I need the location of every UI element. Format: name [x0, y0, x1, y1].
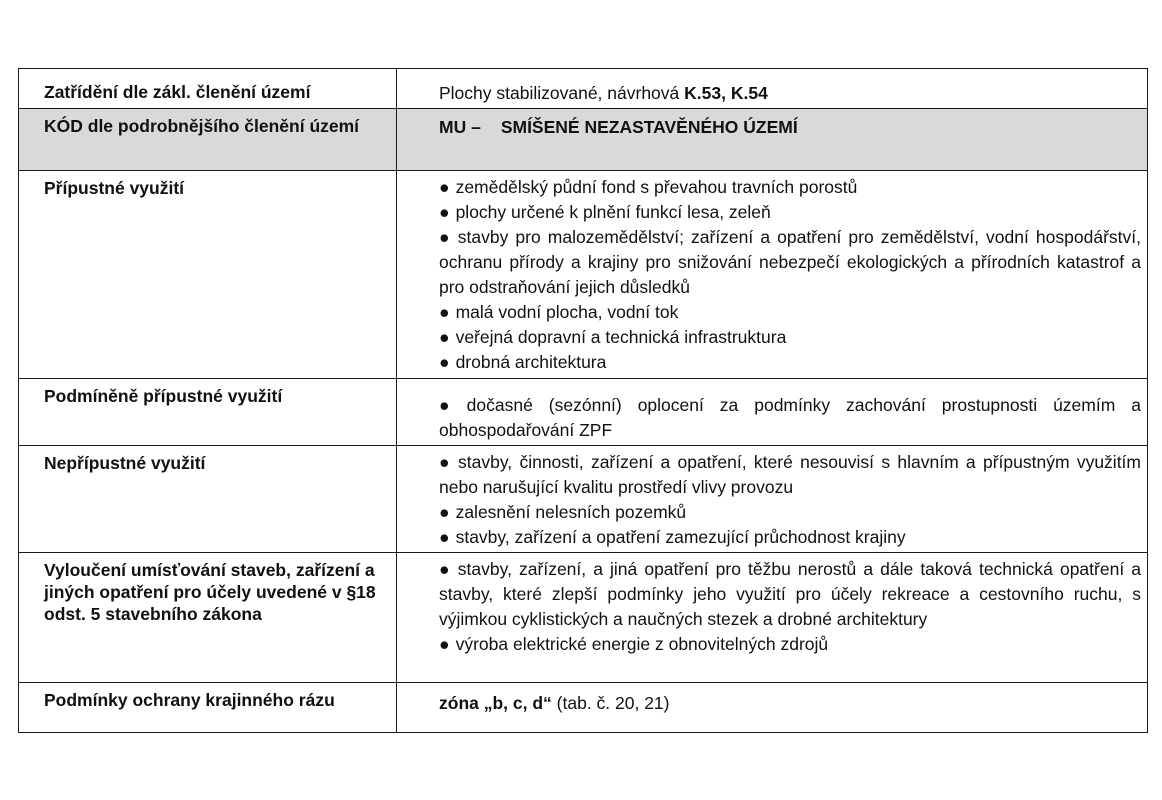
row-label: Zatřídění dle zákl. členění území: [19, 69, 397, 109]
zone-code: MU –: [439, 117, 481, 137]
row-value: [397, 683, 1148, 733]
list-item: [439, 450, 1141, 500]
value-text: Plochy stabilizované, návrhová: [439, 83, 685, 103]
row-value: [397, 109, 1148, 171]
bullet-dot-icon: ●: [439, 559, 452, 579]
list-item: [439, 225, 1141, 300]
list-item-text: malá vodní plocha, vodní tok: [455, 302, 679, 322]
zone-title: SMÍŠENÉ NEZASTAVĚNÉHO ÚZEMÍ: [500, 117, 798, 137]
bullet-dot-icon: ●: [439, 527, 450, 547]
table-row: [19, 171, 1148, 379]
list-item-text: drobná architektura: [455, 352, 607, 372]
bullet-dot-icon: ●: [439, 502, 450, 522]
value-text: (tab. č. 20, 21): [551, 693, 670, 713]
list-item: [439, 525, 1141, 550]
table-row: [19, 379, 1148, 446]
bullet-dot-icon: ●: [439, 177, 450, 197]
row-value: [397, 171, 1148, 379]
list-item-text: výroba elektrické energie z obnovitelných zdrojů: [455, 634, 829, 654]
row-label: Vyloučení umísťování staveb, zařízení a jiných opatření pro účely uvedené v §18 odst. 5 stavebního zákona: [19, 553, 397, 683]
bullet-dot-icon: ●: [439, 327, 450, 347]
row-label: Podmínky ochrany krajinného rázu: [19, 683, 397, 733]
table-row: [19, 109, 1148, 171]
value-text: K.53, K.54: [684, 83, 768, 103]
zone-code-heading: [439, 117, 798, 137]
list-item: [439, 300, 1141, 325]
list-item: [439, 632, 1141, 657]
regulation-table: [18, 68, 1148, 733]
row-label: Nepřípustné využití: [19, 446, 397, 553]
bullet-dot-icon: ●: [439, 452, 453, 472]
row-value: [397, 379, 1148, 446]
list-item-text: stavby pro malozemědělství; zařízení a opatření pro zemědělství, vodní hospodářství, ochranu přírody a krajiny pro snižování nebezpečí ekologických a přírodních katastrof a pro odstraňování jejich důsledků: [439, 227, 1141, 297]
list-item: [439, 500, 1141, 525]
list-item: [439, 325, 1141, 350]
list-item: [439, 393, 1141, 443]
list-item-text: veřejná dopravní a technická infrastruktura: [455, 327, 787, 347]
row-label: Podmíněně přípustné využití: [19, 379, 397, 446]
row-value: [397, 69, 1148, 109]
list-item: [439, 200, 1141, 225]
table-body: [19, 69, 1148, 733]
row-label: Přípustné využití: [19, 171, 397, 379]
list-item-text: zalesnění nelesních pozemků: [455, 502, 687, 522]
list-item-text: stavby, zařízení, a jiná opatření pro těžbu nerostů a dále taková technická opatření a stavby, které zlepší podmínky jeho využití pro účely rekreace a cestovního ruchu, s výjimkou cyklistických a naučných stezek a drobné architektury: [439, 559, 1141, 629]
row-value: [397, 553, 1148, 683]
table-row: [19, 683, 1148, 733]
table-row: [19, 446, 1148, 553]
bullet-dot-icon: ●: [439, 302, 450, 322]
list-item-text: dočasné (sezónní) oplocení za podmínky zachování prostupnosti územím a obhospodařování ZPF: [439, 395, 1141, 440]
row-label: KÓD dle podrobnějšího členění území: [19, 109, 397, 171]
list-item: [439, 557, 1141, 632]
table-row: [19, 553, 1148, 683]
list-item-text: stavby, činnosti, zařízení a opatření, které nesouvisí s hlavním a přípustným využitím nebo narušující kvalitu prostředí vlivy provozu: [439, 452, 1141, 497]
list-item: [439, 175, 1141, 200]
value-text: zóna „b, c, d“: [439, 693, 552, 713]
list-item-text: stavby, zařízení a opatření zamezující průchodnost krajiny: [455, 527, 906, 547]
list-item: [439, 350, 1141, 375]
list-item-text: plochy určené k plnění funkcí lesa, zeleň: [455, 202, 771, 222]
bullet-dot-icon: ●: [439, 634, 450, 654]
table-row: [19, 69, 1148, 109]
row-value: [397, 446, 1148, 553]
bullet-dot-icon: ●: [439, 202, 450, 222]
bullet-dot-icon: ●: [439, 395, 461, 415]
bullet-dot-icon: ●: [439, 352, 450, 372]
list-item-text: zemědělský půdní fond s převahou travních porostů: [455, 177, 858, 197]
bullet-dot-icon: ●: [439, 227, 452, 247]
